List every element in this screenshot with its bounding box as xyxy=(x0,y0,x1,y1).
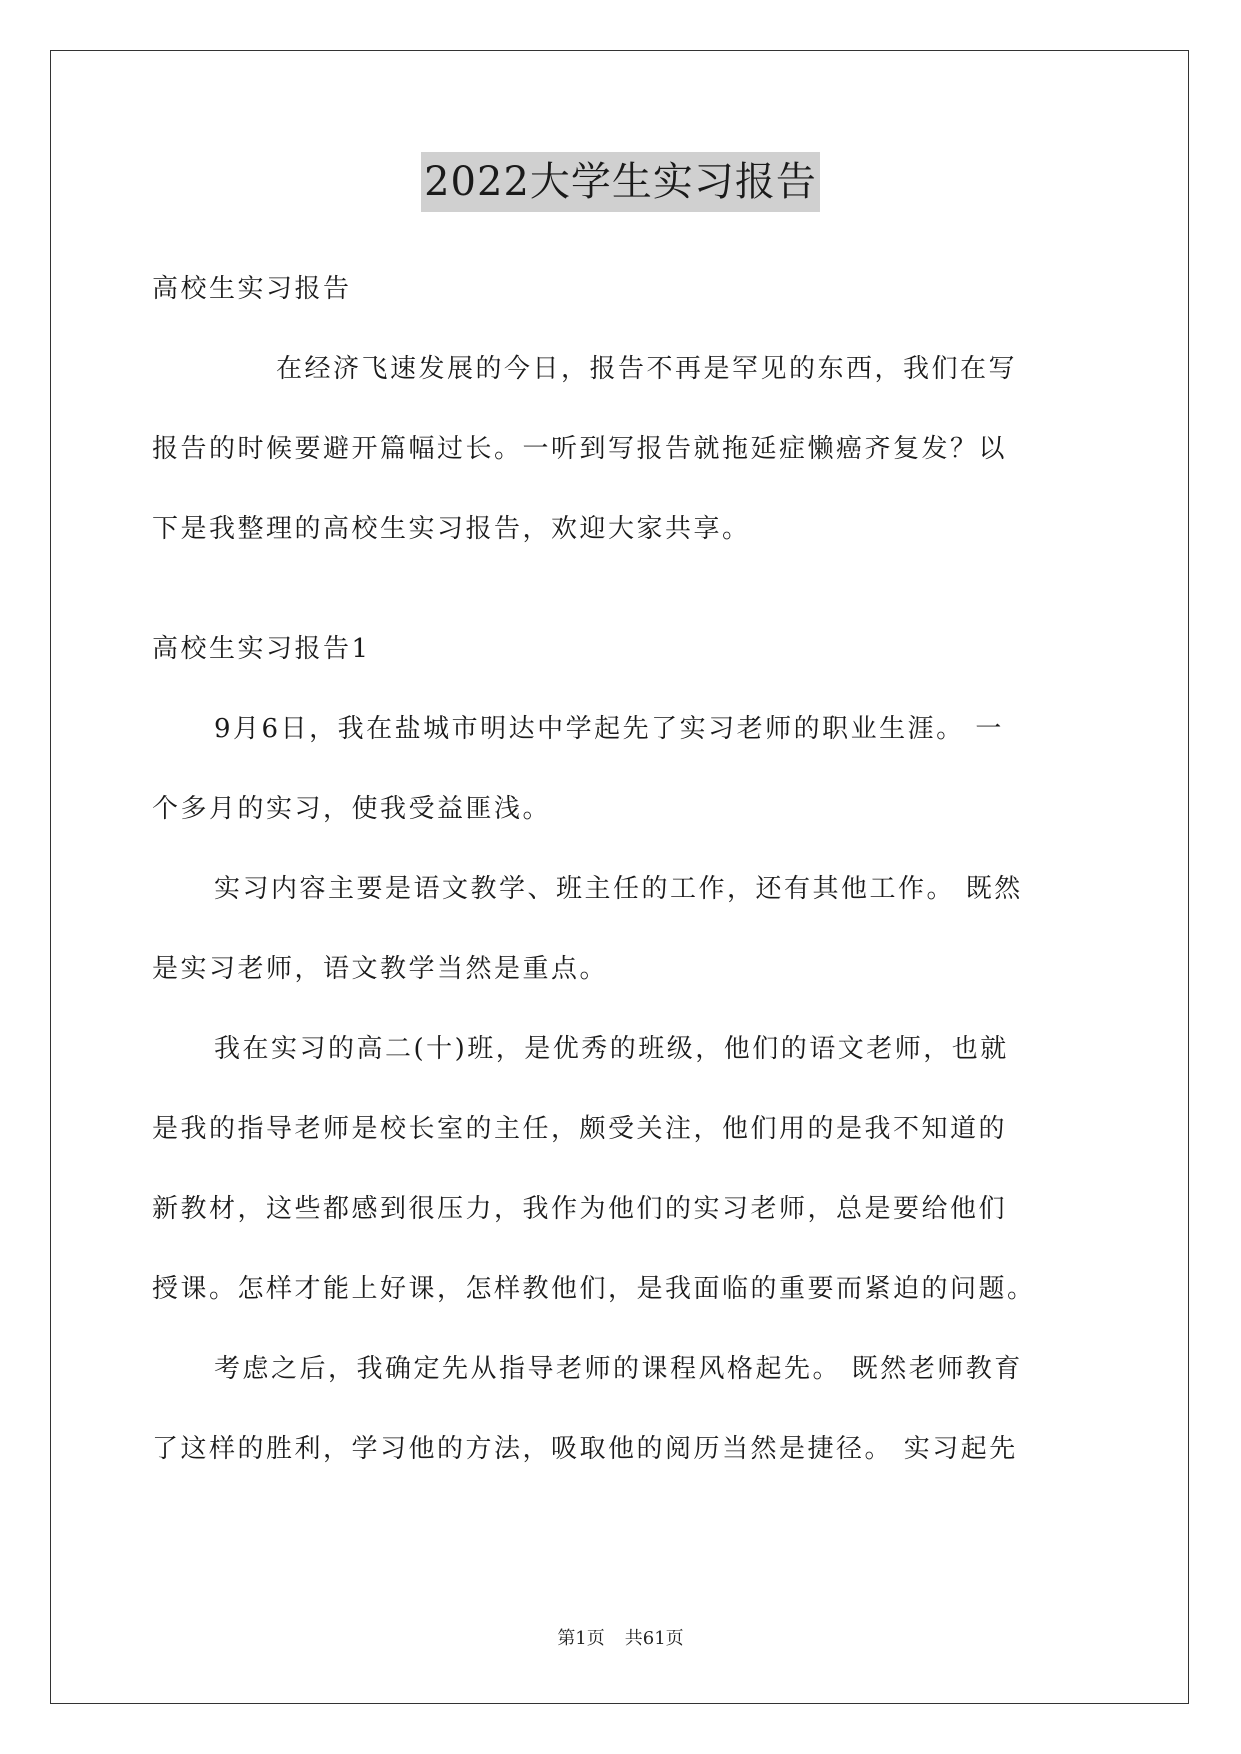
paragraph-line: 是我的指导老师是校长室的主任，颇受关注，他们用的是我不知道的 xyxy=(152,1114,1008,1144)
title-block xyxy=(0,152,1241,212)
page-footer xyxy=(0,1624,1241,1650)
paragraph-line: 下是我整理的高校生实习报告，欢迎大家共享。 xyxy=(152,514,751,544)
page-total: 共61页 xyxy=(624,1628,684,1649)
paragraph-spacer xyxy=(152,569,1090,609)
paragraph-line: 考虑之后，我确定先从指导老师的课程风格起先。 既然老师教育 xyxy=(214,1354,1023,1384)
section-heading: 高校生实习报告1 xyxy=(152,634,371,664)
paragraph-line: 报告的时候要避开篇幅过长。一听到写报告就拖延症懒癌齐复发？以 xyxy=(152,434,1008,464)
paragraph-line: 了这样的胜利，学习他的方法，吸取他的阅历当然是捷径。 实习起先 xyxy=(152,1434,1018,1464)
paragraph-line: 实习内容主要是语文教学、班主任的工作，还有其他工作。 既然 xyxy=(214,874,1023,904)
paragraph-line: 新教材，这些都感到很压力，我作为他们的实习老师，总是要给他们 xyxy=(152,1194,1008,1224)
paragraph-line: 个多月的实习，使我受益匪浅。 xyxy=(152,794,552,824)
document-title: 2022大学生实习报告 xyxy=(421,152,820,212)
paragraph-line: 在经济飞速发展的今日，报告不再是罕见的东西，我们在写 xyxy=(276,354,1018,384)
paragraph-line: 9月6日，我在盐城市明达中学起先了实习老师的职业生涯。 一 xyxy=(214,714,1004,744)
paragraph-line: 是实习老师，语文教学当然是重点。 xyxy=(152,954,609,984)
paragraph-line: 授课。怎样才能上好课，怎样教他们，是我面临的重要而紧迫的问题。 xyxy=(152,1274,1036,1304)
paragraph-line: 我在实习的高二(十)班，是优秀的班级，他们的语文老师，也就 xyxy=(214,1034,1009,1064)
page-number: 第1页 xyxy=(557,1628,605,1649)
section-heading: 高校生实习报告 xyxy=(152,274,352,304)
document-body xyxy=(152,249,1090,1489)
